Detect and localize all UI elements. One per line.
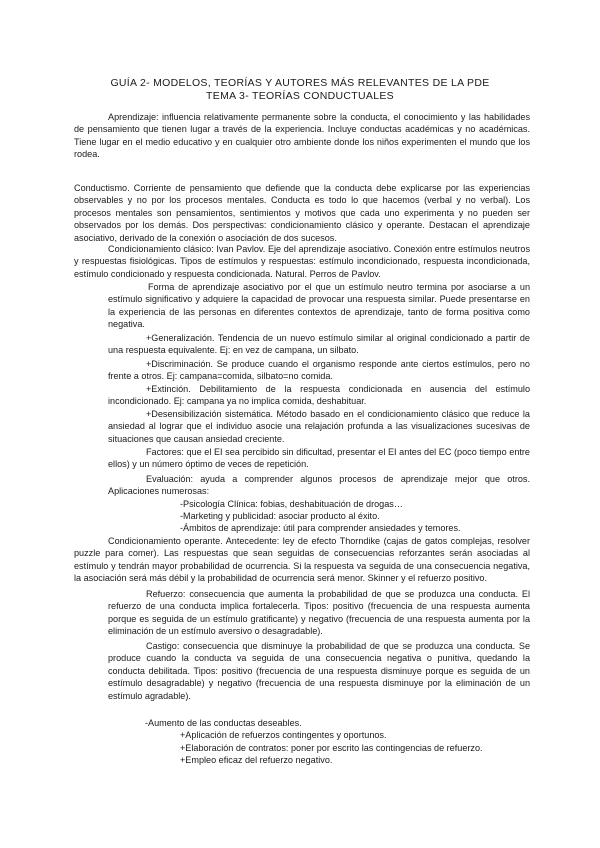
paragraph-castigo: Castigo: consecuencia que disminuye la probabilidad de que se produzca una conducta. Se produce cuando la conducta va seguida de una consecuencia negativa o punitiva, quedando la conducta debilitada. Tipos: positivo (frecuencia de una respuesta disminuye porque es seguida de un estímulo desagradable) y negativo (frecuencia de una respuesta disminuye por la eliminación de un estímulo agradable).: [108, 641, 530, 701]
paragraph-aprendizaje: Aprendizaje: influencia relativamente permanente sobre la conducta, el conocimiento y las habilidades de pensamiento que tienen lugar a través de la experiencia. Incluye conductas académicas y no académicas. Tiene lugar en el medio educativo y en cualquier otro ambiente donde los niños experimenten el mundo que los rodea.: [74, 112, 530, 160]
paragraph-generalizacion: +Generalización. Tendencia de un nuevo estímulo similar al original condicionado a partir de una respuesta equivalente. Ej: en vez de campana, un silbato.: [108, 333, 530, 356]
list-item: -Ámbitos de aprendizaje: útil para comprender ansiedades y temores.: [180, 523, 461, 533]
document-title: GUÍA 2- MODELOS, TEORÍAS Y AUTORES MÁS RELEVANTES DE LA PDE: [110, 77, 490, 89]
list-item: +Empleo eficaz del refuerzo negativo.: [180, 755, 333, 765]
paragraph-extincion: +Extinción. Debilitamiento de la respuesta condicionada en ausencia del estímulo incondicionado. Ej: campana ya no implica comida, deshabituar.: [108, 384, 530, 407]
paragraph-desensibilizacion: +Desensibilización sistemática. Método basado en el condicionamiento clásico que reduce la ansiedad al lograr que el individuo asocie una relajación profunda a las visualizaciones sucesivas de situaciones que causan ansiedad creciente.: [108, 409, 530, 444]
paragraph-refuerzo: Refuerzo: consecuencia que aumenta la probabilidad de que se produzca una conducta. El refuerzo de una conducta implica fortalecerla. Tipos: positivo (frecuencia de una respuesta aumenta porque es seguida de un estímulo gratificante) y negativo (frecuencia de una respuesta aumenta por la eliminación de un estímulo aversivo o desagradable).: [108, 589, 530, 637]
list-item: -Marketing y publicidad: asociar producto al éxito.: [180, 511, 380, 521]
paragraph-condicionamiento-operante: Condicionamiento operante. Antecedente: ley de efecto Thorndike (cajas de gatos complejas, resolver puzzle para comer). Las respuestas que sean seguidas de consecuencias reforzantes serán asociadas al estímulo y tendrán mayor probabilidad de ocurrencia. Si la respuesta va seguida de una consecuencia negativa, la asociación será más débil y la probabilidad de ocurrencia será menor. Skinner y el refuerzo positivo.: [74, 536, 530, 584]
paragraph-condicionamiento-clasico: Condicionamiento clásico: Ivan Pavlov. Eje del aprendizaje asociativo. Conexión entre estímulos neutros y respuestas fisiológicas. Tipos de estímulos y respuestas: estímulo incondicionado, respuesta incondicionada, estímulo condicionado y respuesta condicionada. Natural. Perros de Pavlov.: [74, 244, 530, 279]
paragraph-evaluacion: Evaluación: ayuda a comprender algunos procesos de aprendizaje mejor que otros. Aplicaciones numerosas:: [108, 474, 530, 497]
paragraph-factores: Factores: que el EI sea percibido sin dificultad, presentar el EI antes del EC (poco tiempo entre ellos) y un número óptimo de veces de repetición.: [108, 447, 530, 470]
list-item: +Aplicación de refuerzos contingentes y oportunos.: [180, 730, 387, 740]
paragraph-forma: Forma de aprendizaje asociativo por el que un estímulo neutro termina por asociarse a un estímulo significativo y adquiere la capacidad de provocar una respuesta similar. Puede presentarse en la experiencia de las personas en diferentes contextos de aprendizaje, tanto de forma positiva como negativa.: [108, 282, 530, 330]
paragraph-conductismo: Conductismo. Corriente de pensamiento que defiende que la conducta debe explicarse por las experiencias observables y no por los procesos mentales. Conducta es todo lo que hacemos (verbal y no verbal). Los procesos mentales son pensamientos, sentimientos y motivos que cada uno experimenta y no pueden ser observados por los demás. Dos perspectivas: condicionamiento clásico y operante. Destacan el aprendizaje asociativo, derivado de la conexión o asociación de dos sucesos.: [74, 183, 530, 243]
paragraph-discriminacion: +Discriminación. Se produce cuando el organismo responde ante ciertos estímulos, pero no frente a otros. Ej: campana=comida, silbato=no comida.: [108, 359, 530, 382]
list-heading-aumento: -Aumento de las conductas deseables.: [145, 718, 302, 728]
list-item: -Psicología Clínica: fobias, deshabituación de drogas…: [180, 499, 403, 509]
document-subtitle: TEMA 3- TEORÍAS CONDUCTUALES: [206, 90, 394, 102]
list-item: +Elaboración de contratos: poner por escrito las contingencias de refuerzo.: [180, 743, 483, 753]
